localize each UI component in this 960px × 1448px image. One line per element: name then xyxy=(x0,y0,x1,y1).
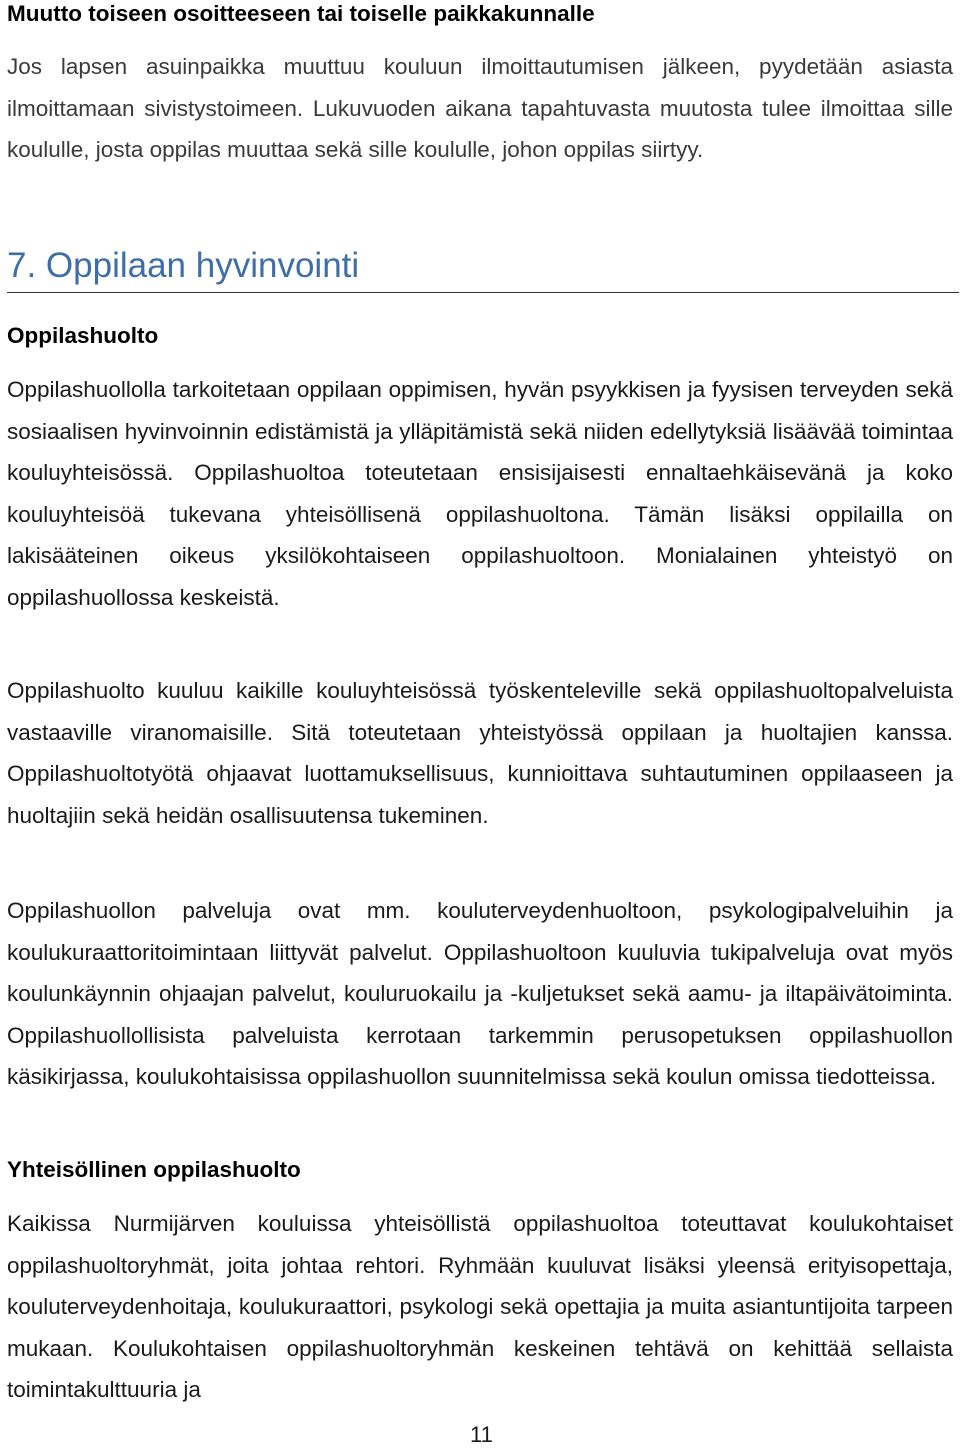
paragraph-yhteisollinen: Kaikissa Nurmijärven kouluissa yhteisöllistä oppilashuoltoa toteuttavat koulukohtaiset oppilashuoltoryhmät, joita johtaa rehtori. Ryhmään kuuluvat lisäksi yleensä erityisopettaja, kouluterveydenhoitaja, koulukuraattori, psykologi sekä opettajia ja muita asiantuntijoita tarpeen mukaan. Koulukohtaisen oppilashuoltoryhmän keskeinen tehtävä on kehittää sellaista toimintakulttuuria ja xyxy=(7,1211,953,1402)
section-heading-oppilashuolto: Oppilashuolto xyxy=(7,323,159,348)
page-number: 11 xyxy=(470,1422,493,1447)
paragraph-oppilashuolto-2: Oppilashuolto kuuluu kaikille kouluyhteisössä työskenteleville sekä oppilashuoltopalveluista vastaaville viranomaisille. Sitä toteutetaan yhteistyössä oppilaan ja huoltajien kanssa. Oppilashuoltotyötä ohjaavat luottamuksellisuus, kunnioittava suhtautuminen oppilaaseen ja huoltajiin sekä heidän osallisuutensa tukeminen. xyxy=(7,678,953,828)
chapter-title: 7. Oppilaan hyvinvointi xyxy=(7,246,360,285)
paragraph-muutto: Jos lapsen asuinpaikka muuttuu kouluun ilmoittautumisen jälkeen, pyydetään asiasta ilmoittamaan sivistystoimeen. Lukuvuoden aikana tapahtuvasta muutosta tulee ilmoittaa sille koululle, josta oppilas muuttaa sekä sille koululle, johon oppilas siirtyy. xyxy=(7,54,953,162)
section-heading-muutto: Muutto toiseen osoitteeseen tai toiselle paikkakunnalle xyxy=(7,1,595,26)
paragraph-oppilashuolto-3: Oppilashuollon palveluja ovat mm. kouluterveydenhuoltoon, psykologipalveluihin ja koulukuraattoritoimintaan liittyvät palvelut. Oppilashuoltoon kuuluvia tukipalveluja ovat myös koulunkäynnin ohjaajan palvelut, kouluruokailu ja -kuljetukset sekä aamu- ja iltapäivätoiminta. Oppilashuollollisista palveluista kerrotaan tarkemmin perusopetuksen oppilashuollon käsikirjassa, koulukohtaisissa oppilashuollon suunnitelmissa sekä koulun omissa tiedotteissa. xyxy=(7,898,953,1089)
chapter-divider xyxy=(7,292,959,293)
paragraph-oppilashuolto-1: Oppilashuollolla tarkoitetaan oppilaan oppimisen, hyvän psyykkisen ja fyysisen terveyden sekä sosiaalisen hyvinvoinnin edistämistä ja ylläpitämistä sekä niiden edellytyksiä lisäävää toimintaa kouluyhteisössä. Oppilashuoltoa toteutetaan ensisijaisesti ennaltaehkäisevänä ja koko kouluyhteisöä tukevana yhteisöllisenä oppilashuoltona. Tämän lisäksi oppilailla on lakisääteinen oikeus yksilökohtaiseen oppilashuoltoon. Monialainen yhteistyö on oppilashuollossa keskeistä. xyxy=(7,377,953,610)
section-heading-yhteisollinen: Yhteisöllinen oppilashuolto xyxy=(7,1157,301,1182)
